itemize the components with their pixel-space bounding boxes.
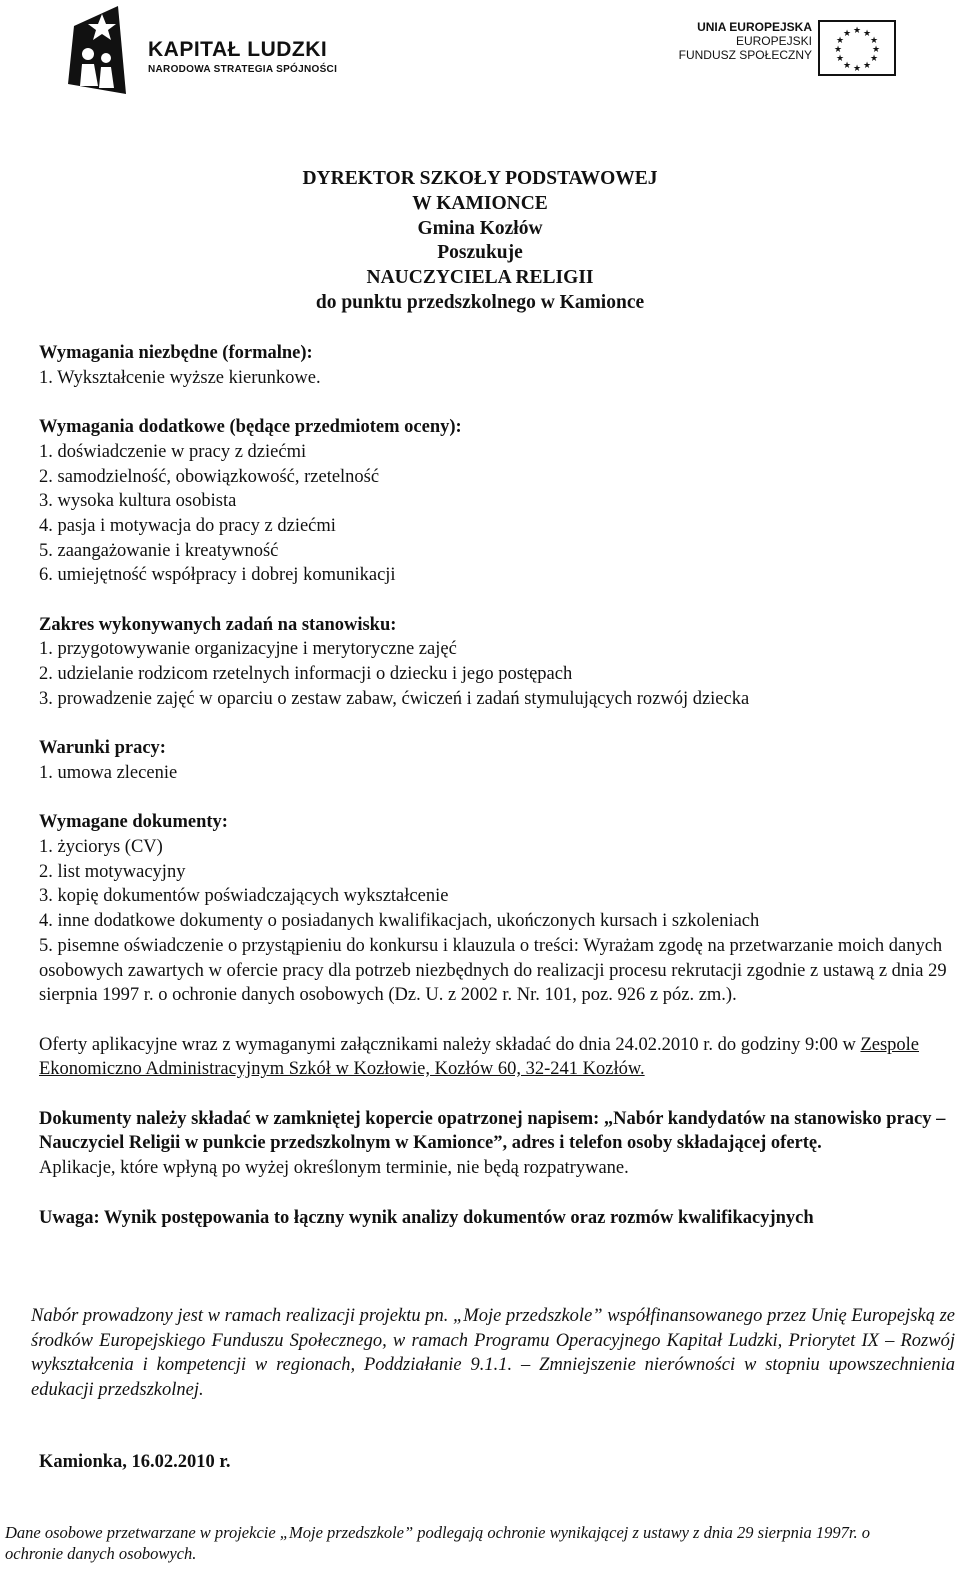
list-item: 4. pasja i motywacja do pracy z dziećmi xyxy=(39,515,336,536)
svg-text:★: ★ xyxy=(852,26,862,36)
list-item: 6. umiejętność współpracy i dobrej komunikacji xyxy=(39,565,396,586)
list-item: 2. udzielanie rodzicom rzetelnych informacji o dziecku i jego postępach xyxy=(39,664,573,685)
offers-text: Oferty aplikacyjne wraz z wymaganymi załącznikami należy składać do dnia 24.02.2010 r. do godziny 9:00 w xyxy=(39,1034,861,1055)
list-item: 4. inne dodatkowe dokumenty o posiadanych kwalifikacjach, ukończonych kursach i szkoleniach xyxy=(39,911,760,932)
svg-text:★: ★ xyxy=(871,45,881,55)
data-protection-footer: Dane osobowe przetwarzane w projekcie „Moje przedszkole” podlegają ochronie wynikającej z ustawy z dnia 29 sierpnia 1997r. o ochronie danych osobowych. xyxy=(5,1523,870,1563)
list-item: 1. doświadczenie w pracy z dziećmi xyxy=(39,441,307,462)
list-item: 1. przygotowywanie organizacyjne i merytoryczne zajęć xyxy=(39,639,457,660)
list-item: 1. umowa zlecenie xyxy=(39,762,178,783)
kapital-ludzki-title: KAPITAŁ LUDZKI xyxy=(148,38,328,61)
list-item: 5. zaangażowanie i kreatywność xyxy=(39,540,279,561)
submission-instructions: Dokumenty należy składać w zamkniętej kopercie opatrzonej napisem: „Nabór kandydatów na stanowisko pracy – Nauczyciel Religii w punkcie przedszkolnym w Kamionce”, adres i telefon osoby składającej ofertę. xyxy=(39,1108,946,1154)
list-item: 3. wysoka kultura osobista xyxy=(39,491,237,512)
list-item: 3. kopię dokumentów poświadczających wykształcenie xyxy=(39,886,449,907)
svg-text:★: ★ xyxy=(869,36,879,46)
eu-line-1: UNIA EUROPEJSKA xyxy=(697,20,812,34)
header-line-3: Gmina Kozłów xyxy=(417,217,543,239)
kapital-ludzki-subtitle: NARODOWA STRATEGIA SPÓJNOŚCI xyxy=(148,64,338,75)
additional-requirements-heading: Wymagania dodatkowe (będące przedmiotem oceny): xyxy=(39,417,462,438)
unia-europejska-logo xyxy=(660,20,896,82)
svg-text:★: ★ xyxy=(852,64,862,74)
list-item: 5. pisemne oświadczenie o przystąpieniu do konkursu i klauzula o treści: Wyrażam zgodę na przetwarzanie moich danych osobowych zawartych w ofercie pracy dla potrzeb niezbędnych do realizacji procesu rekrutacji zgodnie z ustawą z dnia 29 sierpnia 1997 r. o ochronie danych osobowych (Dz. U. z 2002 r. Nr. 101, poz. 926 z póz. zm.). xyxy=(39,935,947,1006)
svg-text:★: ★ xyxy=(842,61,852,71)
header-line-5: NAUCZYCIELA RELIGII xyxy=(366,267,594,289)
kapital-ludzki-emblem-icon xyxy=(68,6,148,98)
kapital-ludzki-logo xyxy=(68,6,348,98)
announcement-body xyxy=(39,341,954,1230)
eu-line-3: FUNDUSZ SPOŁECZNY xyxy=(678,48,812,62)
project-info: Nabór prowadzony jest w ramach realizacji projektu pn. „Moje przedszkole” współfinansowanego przez Unię Europejską ze środków Europejskiego Funduszu Społecznego, w ramach Programu Operacyjnego Kapitał Ludzki, Priorytet IX – Rozwój wykształcenia i kompetencji w regionach, Poddziałanie 9.1.1. – Zmniejszenie nierówności w stopniu upowszechnienia edukacji przedszkolnej. xyxy=(31,1306,955,1401)
list-item: 1. Wykształcenie wyższe kierunkowe. xyxy=(39,367,321,388)
list-item: 2. list motywacyjny xyxy=(39,861,186,882)
offers-paragraph xyxy=(39,1033,954,1082)
list-item: 1. życiorys (CV) xyxy=(39,837,163,857)
remark: Uwaga: Wynik postępowania to łączny wynik analizy dokumentów oraz rozmów kwalifikacyjnych xyxy=(39,1207,814,1228)
late-applications-note: Aplikacje, które wpłyną po wyżej określonym terminie, nie będą rozpatrywane. xyxy=(39,1158,629,1179)
conditions-heading: Warunki pracy: xyxy=(39,738,166,759)
submission-address: Zespole Ekonomiczno Administracyjnym Szkół w Kozłowie, Kozłów 60, 32-241 Kozłów. xyxy=(39,1034,920,1080)
eu-flag-icon xyxy=(818,20,896,76)
header-line-1: DYREKTOR SZKOŁY PODSTAWOWEJ xyxy=(302,168,658,189)
svg-text:★: ★ xyxy=(833,45,843,55)
header-line-2: W KAMIONCE xyxy=(412,192,548,214)
svg-text:★: ★ xyxy=(835,54,845,64)
tasks-heading: Zakres wykonywanych zadań na stanowisku: xyxy=(39,614,397,635)
header-line-4: Poszukuje xyxy=(437,242,523,264)
header-line-6: do punktu przedszkolnego w Kamionce xyxy=(315,291,645,313)
announcement-header xyxy=(270,167,690,316)
svg-text:★: ★ xyxy=(842,29,852,39)
documents-heading: Wymagane dokumenty: xyxy=(39,812,228,833)
svg-text:★: ★ xyxy=(835,36,845,46)
eu-logo-text xyxy=(679,20,812,62)
list-item: 3. prowadzenie zajęć w oparciu o zestaw zabaw, ćwiczeń i zadań stymulujących rozwój dziecka xyxy=(39,688,750,709)
svg-text:★: ★ xyxy=(862,29,872,39)
formal-requirements-heading: Wymagania niezbędne (formalne): xyxy=(39,343,313,363)
eu-line-2: EUROPEJSKI xyxy=(735,34,812,48)
svg-text:★: ★ xyxy=(862,61,872,71)
list-item: 2. samodzielność, obowiązkowość, rzetelność xyxy=(39,466,380,487)
place-and-date: Kamionka, 16.02.2010 r. xyxy=(39,1452,231,1472)
svg-text:★: ★ xyxy=(869,54,879,64)
